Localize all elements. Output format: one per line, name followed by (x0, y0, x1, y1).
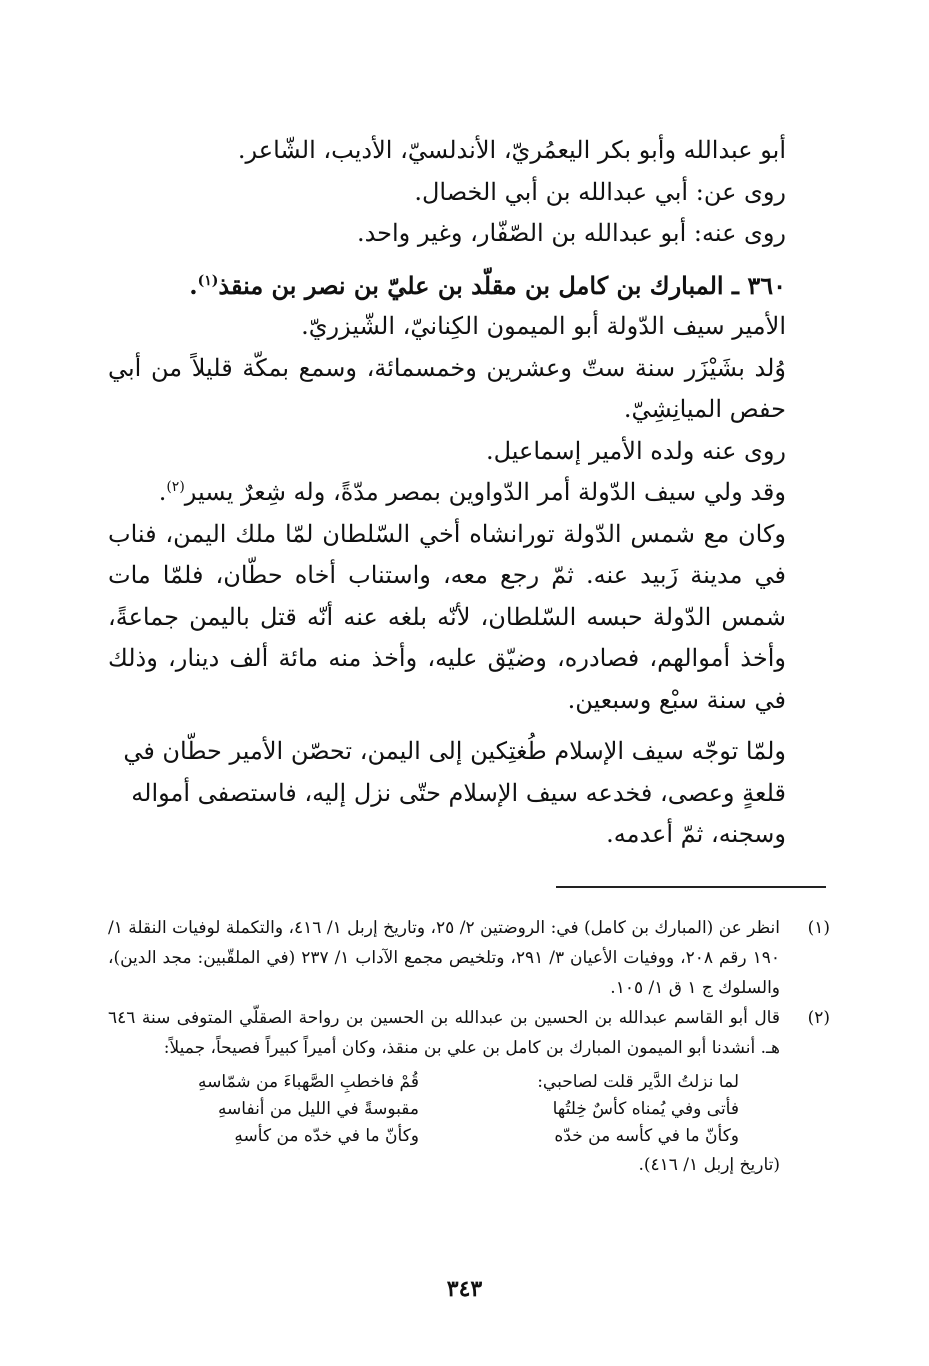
footnote-number-2: (٢) (807, 1008, 830, 1028)
entry-title-text: ٣٦٠ ـ المبارك بن كامل بن مقلّد بن عليّ بن نصر بن منقذ (218, 270, 786, 300)
paragraph-names: أبو عبدالله وأبو بكر اليعمُريّ، الأندلسيّ، الأديب، الشّاعر. (237, 136, 786, 164)
paragraph-narrated-from: روى عن: أبي عبدالله بن أبي الخصال. (414, 177, 786, 206)
main-text (108, 130, 828, 856)
paragraph-narrated-by: روى عنه: أبو عبدالله بن الصّفّار، وغير واحد. (356, 219, 786, 247)
paragraph-son: روى عنه ولده الأمير إسماعيل. (485, 436, 786, 465)
office-text: وقد ولي سيف الدّولة أمر الدّواوين بمصر مدّةً، وله شِعرٌ يسير (184, 478, 786, 506)
paragraph-tughtekin: ولمّا توجّه سيف الإسلام طُغتِكين إلى اليمن، تحصّن الأمير حطّان في قلعةٍ وعصى، فخدعه سيف الإسلام حتّى نزل إليه، فاستصفى أمواله وسجنه، ثمّ أعدمه. (123, 737, 786, 848)
page-number: ٣٤٣ (446, 1276, 483, 1302)
footnote-separator (556, 886, 826, 888)
footnote-ref-1: (١) (197, 272, 219, 289)
footnotes (108, 913, 830, 1180)
paragraph-birth: وُلد بشَيْزَر سنة ستّ وعشرين وخمسمائة، وسمع بمكّة قليلاً من أبي حفص الميانِشِيّ. (108, 353, 787, 423)
poem-verse-1-second: قُمْ فاخطبِ الصَّهباءَ من شمّاسهِ (198, 1072, 419, 1092)
paragraph-office (108, 472, 828, 514)
entry-title (108, 265, 828, 307)
poem-verse-1-first: لما نزلتُ الدَّير قلت لصاحبي: (537, 1072, 739, 1092)
entry-title-end: . (189, 270, 198, 300)
paragraph-yemen: وكان مع شمس الدّولة تورانشاه أخي السّلطان لمّا ملك اليمن، فناب في مدينة زَبيد عنه. ثمّ رجع معه، واستناب أخاه حطّان، فلمّا مات شمس الدّولة حبسه السّلطان، لأنّه بلغه عنه أنّه قتل باليمن جماعةً، وأخذ أموالهم، فصادره، وضيّق عليه، وأخذ منه مائة ألف دينار، وذلك في سنة سبْع وسبعين. (108, 519, 786, 714)
poem-source: (تاريخ إربل ١/ ٤١٦). (638, 1155, 780, 1175)
footnote-body-2 (108, 1003, 780, 1180)
footnote-body-1: انظر عن (المبارك بن كامل) في: الروضتين ٢/ ٢٥، وتاريخ إربل ١/ ٤١٦، والتكملة لوفيات النقلة ١/ ١٩٠ رقم ٢٠٨، ووفيات الأعيان ٣/ ٢٩١، وتلخيص مجمع الآداب ١/ ٢٣٧ (في الملقّبين: مجد الدين)، والسلوك ج ١ ق ١/ ١٠٥. (108, 918, 780, 998)
poem-verse-3-first: وكأنّ ما في كأسه من خدّه (554, 1126, 739, 1146)
footnote-number-1: (١) (807, 918, 830, 938)
footnote-1 (108, 913, 830, 1003)
poem-verse-2-second: مقبوسةً في الليل من أنفاسهِ (217, 1099, 419, 1119)
footnote-2 (108, 1003, 830, 1180)
poem-verse-2-first: فأتى وفي يُمناه كأسٌ خِلتُها (552, 1099, 739, 1119)
footnote-2-text: قال أبو القاسم عبدالله بن الحسين بن عبدالله بن الحسين بن رواحة الصقلّي المتوفى سنة ٦٤٦ هـ. أنشدنا أبو الميمون المبارك بن كامل بن علي بن منقذ، وكان أميراً كبيراً فصيحاً، جميلاً: (108, 1008, 780, 1058)
poem (108, 1069, 780, 1150)
poem-verse-3-second: وكأنّ ما في خدّه من كأسهِ (234, 1126, 419, 1146)
office-end: . (158, 478, 167, 506)
paragraph-title-nisba: الأمير سيف الدّولة أبو الميمون الكِنانيّ، الشّيزريّ. (301, 312, 786, 340)
footnote-ref-2: (٢) (166, 479, 185, 495)
